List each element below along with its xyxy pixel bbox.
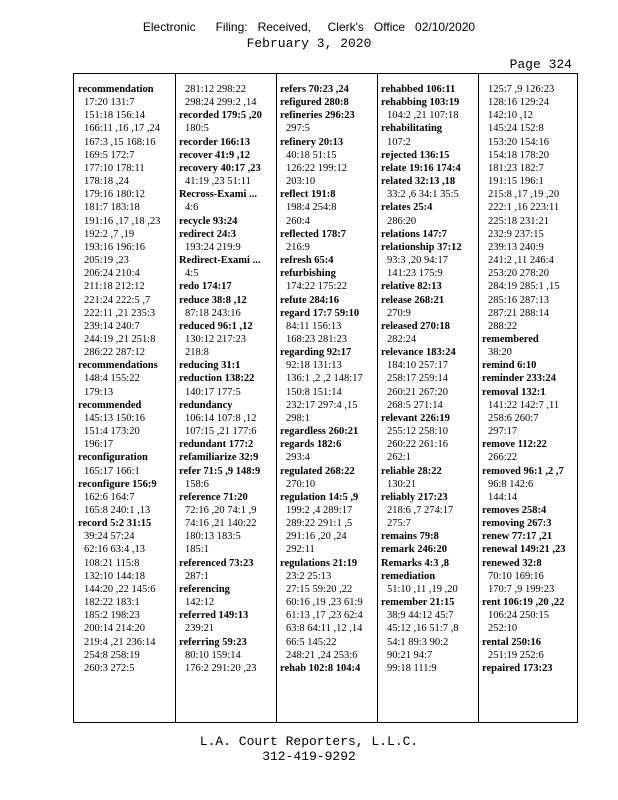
- index-reference: 128:16 129:24: [488, 97, 549, 109]
- index-reference: 191:16 ,17 ,18 ,23: [84, 215, 161, 227]
- index-term: recorder 166:13: [179, 136, 251, 148]
- index-reference: 180:5: [185, 123, 209, 135]
- index-reference: 130:12 217:23: [185, 333, 246, 345]
- index-reference: 38:9 44:12 45:7: [387, 610, 454, 622]
- index-reference: 211:18 212:12: [84, 281, 145, 293]
- index-column-1: [78, 83, 175, 675]
- index-reference: 145:13 150:16: [84, 412, 145, 424]
- index-term: rehabilitating: [381, 123, 443, 135]
- index-reference: 286:20: [387, 215, 417, 227]
- index-reference: 154:18 178:20: [488, 149, 549, 161]
- index-term: reminder 233:24: [482, 373, 556, 385]
- index-reference: 107:2: [387, 136, 411, 148]
- index-reference: 41:19 ,23 51:11: [185, 176, 251, 188]
- index-term: remark 246:20: [381, 544, 447, 556]
- index-reference: 196:17: [84, 439, 114, 451]
- index-reference: 222:1 ,16 223:11: [488, 202, 560, 214]
- index-term: remediation: [381, 570, 436, 582]
- index-reference: 141:23 175:9: [387, 268, 443, 280]
- index-reference: 203:10: [286, 176, 316, 188]
- index-reference: 176:2 291:20 ,23: [185, 662, 257, 674]
- index-term: relevance 183:24: [381, 347, 456, 359]
- index-reference: 286:22 287:12: [84, 347, 145, 359]
- index-reference: 74:16 ,21 140:22: [185, 518, 257, 530]
- index-reference: 90:21 94:7: [387, 649, 433, 661]
- index-term: refineries 296:23: [280, 110, 355, 122]
- index-term: remains 79:8: [381, 531, 439, 543]
- index-reference: 191:15 196:1: [488, 176, 544, 188]
- index-term: recommendations: [78, 360, 158, 372]
- index-reference: 33:2 ,6 34:1 35:5: [387, 189, 459, 201]
- index-reference: 216:9: [286, 241, 310, 253]
- index-reference: 99:18 111:9: [387, 662, 437, 674]
- index-term: reliable 28:22: [381, 465, 442, 477]
- index-reference: 142:10 ,12: [488, 110, 533, 122]
- index-reference: 142:12: [185, 597, 215, 609]
- index-reference: 66:5 145:22: [286, 636, 337, 648]
- index-reference: 45:12 ,16 51:7 ,8: [387, 623, 459, 635]
- index-term: recover 41:9 ,12: [179, 149, 251, 161]
- index-reference: 104:2 ,21 107:18: [387, 110, 459, 122]
- index-reference: 260:3 272:5: [84, 662, 135, 674]
- index-reference: 225:18 231:21: [488, 215, 549, 227]
- index-reference: 239:14 240:7: [84, 320, 140, 332]
- index-reference: 72:16 ,20 74:1 ,9: [185, 505, 257, 516]
- index-reference: 4:6: [185, 202, 199, 214]
- index-term: repaired 173:23: [482, 662, 553, 674]
- index-reference: 215:8 ,17 ,19 ,20: [488, 189, 560, 201]
- index-term: reflected 178:7: [280, 228, 346, 240]
- index-reference: 168:23 281:23: [286, 333, 347, 345]
- index-term: recovery 40:17 ,23: [179, 162, 261, 174]
- index-term: reconfigure 156:9: [78, 478, 157, 490]
- index-term: rent 106:19 ,20 ,22: [482, 597, 565, 609]
- column-divider: [478, 74, 479, 722]
- index-reference: 170:7 ,9 199:23: [488, 583, 555, 595]
- index-term: referencing: [179, 583, 230, 595]
- index-term: renew 77:17 ,21: [482, 531, 553, 543]
- index-reference: 284:19 285:1 ,15: [488, 281, 560, 293]
- index-term: relative 82:13: [381, 281, 442, 293]
- index-term: recommendation: [78, 84, 154, 95]
- index-reference: 96:8 142:6: [488, 478, 534, 490]
- index-term: referred 149:13: [179, 610, 249, 622]
- index-reference: 205:19 ,23: [84, 255, 129, 267]
- index-column-4: [381, 83, 478, 675]
- index-reference: 140:17 177:5: [185, 386, 241, 398]
- index-term: rehabbing 103:19: [381, 97, 460, 109]
- index-term: removing 267:3: [482, 518, 552, 530]
- index-reference: 185:2 198:23: [84, 610, 140, 622]
- index-reference: 125:7 ,9 126:23: [488, 84, 555, 95]
- index-reference: 158:6: [185, 478, 209, 490]
- index-reference: 40:18 51:15: [286, 149, 337, 161]
- index-reference: 218:8: [185, 347, 209, 359]
- index-reference: 60:16 ,19 ,23 61:9: [286, 597, 363, 609]
- index-term: rental 250:16: [482, 636, 542, 648]
- index-reference: 144:14: [488, 491, 518, 503]
- index-reference: 260:22 261:16: [387, 439, 448, 451]
- index-reference: 92:18 131:13: [286, 360, 342, 372]
- index-reference: 200:14 214:20: [84, 623, 145, 635]
- index-reference: 144:20 ,22 145:6: [84, 583, 156, 595]
- index-reference: 253:20 278:20: [488, 268, 549, 280]
- index-reference: 180:13 183:5: [185, 531, 241, 543]
- index-reference: 130:21: [387, 478, 417, 490]
- index-term: record 5:2 31:15: [78, 518, 152, 530]
- index-term: released 270:18: [381, 320, 450, 332]
- index-reference: 198:4 254:8: [286, 202, 337, 214]
- index-reference: 287:1: [185, 570, 209, 582]
- index-reference: 297:5: [286, 123, 310, 135]
- index-term: reflect 191:8: [280, 189, 336, 201]
- index-reference: 165:17 166:1: [84, 465, 140, 477]
- index-reference: 162:6 164:7: [84, 491, 135, 503]
- index-reference: 106:14 107:8 ,12: [185, 412, 257, 424]
- index-term: refers 70:23 ,24: [280, 84, 349, 95]
- index-reference: 287:21 288:14: [488, 307, 549, 319]
- index-term: referenced 73:23: [179, 557, 254, 569]
- index-reference: 107:15 ,21 177:6: [185, 426, 257, 438]
- index-column-2: [179, 83, 276, 675]
- index-reference: 132:10 144:18: [84, 570, 145, 582]
- index-term: Recross-Exami ...: [179, 189, 257, 201]
- index-reference: 218:6 ,7 274:17: [387, 505, 454, 516]
- index-term: relate 19:16 174:4: [381, 162, 461, 174]
- index-reference: 23:2 25:13: [286, 570, 332, 582]
- index-reference: 292:11: [286, 544, 315, 556]
- index-term: removal 132:1: [482, 386, 546, 398]
- index-term: removes 258:4: [482, 505, 547, 516]
- index-reference: 54:1 89:3 90:2: [387, 636, 449, 648]
- index-reference: 281:12 298:22: [185, 84, 246, 95]
- index-reference: 258:6 260:7: [488, 412, 539, 424]
- index-term: regard 17:7 59:10: [280, 307, 360, 319]
- index-reference: 181:7 183:18: [84, 202, 140, 214]
- index-term: remind 6:10: [482, 360, 537, 372]
- index-reference: 298:1: [286, 412, 310, 424]
- index-term: refinery 20:13: [280, 136, 344, 148]
- index-reference: 148:4 155:22: [84, 373, 140, 385]
- index-reference: 141:22 142:7 ,11: [488, 399, 560, 411]
- index-term: regarding 92:17: [280, 347, 352, 359]
- index-term: reference 71:20: [179, 491, 248, 503]
- page-number: Page 324: [509, 57, 572, 72]
- index-term: relations 147:7: [381, 228, 448, 240]
- index-reference: 291:16 ,20 ,24: [286, 531, 347, 543]
- index-reference: 260:4: [286, 215, 310, 227]
- index-term: regulations 21:19: [280, 557, 358, 569]
- index-reference: 150:8 151:14: [286, 386, 342, 398]
- index-reference: 241:2 ,11 246:4: [488, 255, 554, 267]
- index-reference: 298:24 299:2 ,14: [185, 97, 257, 109]
- index-reference: 39:24 57:24: [84, 531, 135, 543]
- index-term: recycle 93:24: [179, 215, 238, 227]
- index-reference: 153:20 154:16: [488, 136, 549, 148]
- index-reference: 178:18 ,24: [84, 176, 129, 188]
- index-reference: 199:2 ,4 289:17: [286, 505, 353, 516]
- index-reference: 193:16 196:16: [84, 241, 145, 253]
- index-term: redirect 24:3: [179, 228, 237, 240]
- column-divider: [377, 74, 378, 722]
- index-term: reduction 138:22: [179, 373, 255, 385]
- index-reference: 108:21 115:8: [84, 557, 140, 569]
- index-reference: 166:11 ,16 ,17 ,24: [84, 123, 161, 135]
- column-divider: [175, 74, 176, 722]
- index-term: remove 112:22: [482, 439, 547, 451]
- index-term: redo 174:17: [179, 281, 232, 293]
- index-reference: 27:15 59:20 ,22: [286, 583, 353, 595]
- index-reference: 136:1 ,2 ,2 148:17: [286, 373, 363, 385]
- index-term: refamiliarize 32:9: [179, 452, 259, 464]
- index-reference: 289:22 291:1 ,5: [286, 518, 353, 530]
- index-reference: 270:10: [286, 478, 316, 490]
- index-reference: 167:3 ,15 168:16: [84, 136, 156, 148]
- index-term: rejected 136:15: [381, 149, 450, 161]
- index-reference: 184:10 257:17: [387, 360, 448, 372]
- index-term: Redirect-Exami ...: [179, 255, 261, 267]
- electronic-filing-stamp: Electronic Filing: Received, Clerk's Office 02/10/2020: [142, 20, 476, 34]
- index-term: recommended: [78, 399, 142, 411]
- index-term: regulation 14:5 ,9: [280, 491, 359, 503]
- index-reference: 282:24: [387, 333, 417, 345]
- index-term: redundant 177:2: [179, 439, 254, 451]
- index-reference: 244:19 ,21 251:8: [84, 333, 156, 345]
- index-reference: 145:24 152:8: [488, 123, 544, 135]
- index-reference: 239:13 240:9: [488, 241, 544, 253]
- index-term: remembered: [482, 333, 539, 345]
- index-term: recorded 179:5 ,20: [179, 110, 262, 122]
- index-term: rehabbed 106:11: [381, 84, 456, 95]
- index-term: Remarks 4:3 ,8: [381, 557, 449, 569]
- index-term: related 32:13 ,18: [381, 176, 456, 188]
- index-term: remember 21:15: [381, 597, 455, 609]
- index-reference: 182:22 183:1: [84, 597, 140, 609]
- index-reference: 63:8 64:11 ,12 ,14: [286, 623, 363, 635]
- index-reference: 169:5 172:7: [84, 149, 135, 161]
- word-index-frame: [73, 73, 578, 723]
- index-reference: 62:16 63:4 ,13: [84, 544, 145, 556]
- index-term: regulated 268:22: [280, 465, 355, 477]
- index-term: reconfiguration: [78, 452, 148, 464]
- index-reference: 260:21 267:20: [387, 386, 448, 398]
- index-reference: 297:17: [488, 426, 518, 438]
- index-reference: 174:22 175:22: [286, 281, 347, 293]
- index-reference: 248:21 ,24 253:6: [286, 649, 358, 661]
- index-reference: 165:8 240:1 ,13: [84, 505, 151, 516]
- index-reference: 106:24 250:15: [488, 610, 549, 622]
- index-reference: 254:8 258:19: [84, 649, 140, 661]
- index-reference: 80:10 159:14: [185, 649, 241, 661]
- index-reference: 285:16 287:13: [488, 294, 549, 306]
- index-reference: 206:24 210:4: [84, 268, 140, 280]
- index-reference: 255:12 258:10: [387, 426, 448, 438]
- index-reference: 151:18 156:14: [84, 110, 145, 122]
- index-reference: 288:22: [488, 320, 518, 332]
- index-term: reduce 38:8 ,12: [179, 294, 247, 306]
- index-reference: 185:1: [185, 544, 209, 556]
- index-term: redundancy: [179, 399, 233, 411]
- index-reference: 239:21: [185, 623, 215, 635]
- index-reference: 275:7: [387, 518, 411, 530]
- document-date: February 3, 2020: [246, 36, 372, 51]
- index-term: reducing 31:1: [179, 360, 241, 372]
- index-reference: 221:24 222:5 ,7: [84, 294, 151, 306]
- index-term: renewal 149:21 ,23: [482, 544, 566, 556]
- index-term: refresh 65:4: [280, 255, 334, 267]
- index-term: referring 59:23: [179, 636, 247, 648]
- index-reference: 258:17 259:14: [387, 373, 448, 385]
- index-reference: 177:10 178:11: [84, 162, 145, 174]
- index-reference: 192:2 ,7 ,19: [84, 228, 135, 240]
- index-reference: 17:20 131:7: [84, 97, 135, 109]
- index-reference: 38:20: [488, 347, 512, 359]
- index-reference: 252:10: [488, 623, 518, 635]
- index-reference: 268:5 271:14: [387, 399, 443, 411]
- index-term: relates 25:4: [381, 202, 433, 214]
- index-reference: 293:4: [286, 452, 310, 464]
- index-reference: 84:11 156:13: [286, 320, 342, 332]
- index-reference: 270:9: [387, 307, 411, 319]
- index-reference: 126:22 199:12: [286, 162, 347, 174]
- index-term: relationship 37:12: [381, 241, 462, 253]
- index-reference: 51:10 ,11 ,19 ,20: [387, 583, 458, 595]
- index-reference: 179:16 180:12: [84, 189, 145, 201]
- index-reference: 266:22: [488, 452, 518, 464]
- index-term: refurbishing: [280, 268, 336, 280]
- index-term: refigured 280:8: [280, 97, 349, 109]
- index-column-5: [482, 83, 579, 675]
- index-reference: 193:24 219:9: [185, 241, 241, 253]
- index-term: release 268:21: [381, 294, 445, 306]
- index-term: renewed 32:8: [482, 557, 542, 569]
- index-reference: 93:3 ,20 94:17: [387, 255, 448, 267]
- index-reference: 232:9 237:15: [488, 228, 544, 240]
- index-reference: 87:18 243:16: [185, 307, 241, 319]
- index-reference: 222:11 ,21 235:3: [84, 307, 156, 319]
- index-reference: 61:13 ,17 ,23 62:4: [286, 610, 363, 622]
- court-reporter-name: L.A. Court Reporters, L.L.C.: [199, 734, 419, 749]
- index-reference: 151:4 173:20: [84, 426, 140, 438]
- index-reference: 219:4 ,21 236:14: [84, 636, 156, 648]
- index-reference: 179:13: [84, 386, 114, 398]
- index-term: removed 96:1 ,2 ,7: [482, 465, 564, 477]
- index-column-3: [280, 83, 377, 675]
- index-reference: 70:10 169:16: [488, 570, 544, 582]
- column-divider: [276, 74, 277, 722]
- index-term: refute 284:16: [280, 294, 339, 306]
- index-term: regards 182:6: [280, 439, 342, 451]
- index-reference: 4:5: [185, 268, 199, 280]
- index-reference: 181:23 182:7: [488, 162, 544, 174]
- index-term: reduced 96:1 ,12: [179, 320, 253, 332]
- index-reference: 232:17 297:4 ,15: [286, 399, 358, 411]
- index-term: refer 71:5 ,9 148:9: [179, 465, 261, 477]
- index-term: rehab 102:8 104:4: [280, 662, 361, 674]
- index-term: reliably 217:23: [381, 491, 448, 503]
- index-term: relevant 226:19: [381, 412, 450, 424]
- court-reporter-phone: 312-419-9292: [262, 749, 356, 764]
- index-term: regardless 260:21: [280, 426, 359, 438]
- index-reference: 262:1: [387, 452, 411, 464]
- index-reference: 251:19 252:6: [488, 649, 544, 661]
